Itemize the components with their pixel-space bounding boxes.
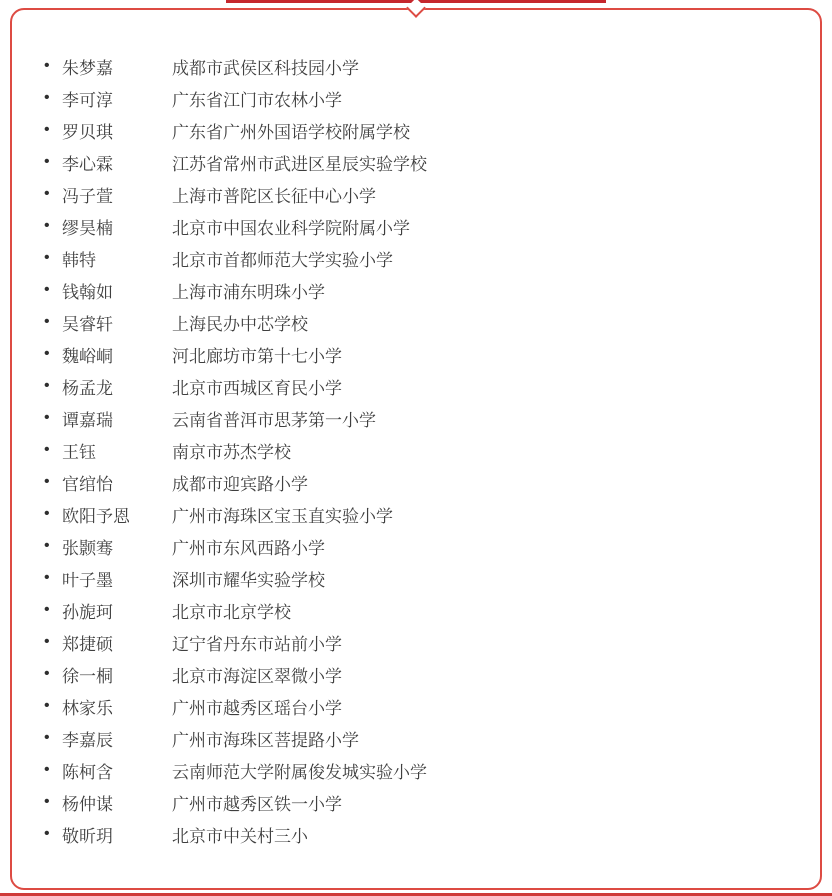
bullet-icon: • bbox=[44, 57, 50, 74]
list-item bbox=[44, 594, 800, 626]
list-item bbox=[44, 178, 800, 210]
bullet-icon: • bbox=[44, 569, 50, 586]
winner-name: 冯子萱 bbox=[62, 186, 113, 206]
list-item bbox=[44, 50, 800, 82]
list-item bbox=[44, 658, 800, 690]
bullet-icon: • bbox=[44, 761, 50, 778]
winner-name: 郑捷硕 bbox=[62, 634, 113, 654]
winner-name: 罗贝琪 bbox=[62, 122, 113, 142]
winner-name: 李可淳 bbox=[62, 90, 113, 110]
list-item bbox=[44, 306, 800, 338]
winner-name: 李心霖 bbox=[62, 154, 113, 174]
winner-school: 上海市普陀区长征中心小学 bbox=[172, 186, 376, 206]
bullet-icon: • bbox=[44, 665, 50, 682]
list-item bbox=[44, 466, 800, 498]
list-item bbox=[44, 434, 800, 466]
winner-school: 北京市西城区育民小学 bbox=[172, 378, 342, 398]
winner-school: 北京市中国农业科学院附属小学 bbox=[172, 218, 410, 238]
winner-school: 云南师范大学附属俊发城实验小学 bbox=[172, 762, 427, 782]
winner-school: 江苏省常州市武进区星辰实验学校 bbox=[172, 154, 427, 174]
bullet-icon: • bbox=[44, 825, 50, 842]
bullet-icon: • bbox=[44, 729, 50, 746]
list-item bbox=[44, 690, 800, 722]
winner-school: 广东省广州外国语学校附属学校 bbox=[172, 122, 410, 142]
winner-school: 南京市苏杰学校 bbox=[172, 442, 291, 462]
winner-name: 敬昕玥 bbox=[62, 826, 113, 846]
winner-name: 杨仲谋 bbox=[62, 794, 113, 814]
bullet-icon: • bbox=[44, 217, 50, 234]
bullet-icon: • bbox=[44, 121, 50, 138]
winners-box bbox=[10, 8, 822, 890]
winner-name: 孙旎珂 bbox=[62, 602, 113, 622]
bullet-icon: • bbox=[44, 505, 50, 522]
winner-name: 吴睿轩 bbox=[62, 314, 113, 334]
bullet-icon: • bbox=[44, 793, 50, 810]
winner-school: 北京市中关村三小 bbox=[172, 826, 308, 846]
list-item bbox=[44, 722, 800, 754]
winner-school: 北京市首都师范大学实验小学 bbox=[172, 250, 393, 270]
winner-school: 辽宁省丹东市站前小学 bbox=[172, 634, 342, 654]
bullet-icon: • bbox=[44, 249, 50, 266]
winner-school: 河北廊坊市第十七小学 bbox=[172, 346, 342, 366]
winner-name: 李嘉辰 bbox=[62, 730, 113, 750]
list-item bbox=[44, 626, 800, 658]
list-item bbox=[44, 402, 800, 434]
bullet-icon: • bbox=[44, 697, 50, 714]
winner-name: 魏峪峒 bbox=[62, 346, 113, 366]
winner-school: 北京市海淀区翠微小学 bbox=[172, 666, 342, 686]
winner-school: 云南省普洱市思茅第一小学 bbox=[172, 410, 376, 430]
winner-school: 深圳市耀华实验学校 bbox=[172, 570, 325, 590]
list-item bbox=[44, 274, 800, 306]
winner-school: 上海民办中芯学校 bbox=[172, 314, 308, 334]
list-item bbox=[44, 754, 800, 786]
list-item bbox=[44, 210, 800, 242]
winner-name: 陈柯含 bbox=[62, 762, 113, 782]
bullet-icon: • bbox=[44, 281, 50, 298]
bullet-icon: • bbox=[44, 601, 50, 618]
list-item bbox=[44, 146, 800, 178]
bullet-icon: • bbox=[44, 345, 50, 362]
winner-school: 上海市浦东明珠小学 bbox=[172, 282, 325, 302]
list-item bbox=[44, 370, 800, 402]
list-item bbox=[44, 242, 800, 274]
winner-name: 韩特 bbox=[62, 250, 96, 270]
winner-name: 钱翰如 bbox=[62, 282, 113, 302]
winner-name: 叶子墨 bbox=[62, 570, 113, 590]
bullet-icon: • bbox=[44, 441, 50, 458]
bullet-icon: • bbox=[44, 409, 50, 426]
winner-name: 官绾怡 bbox=[62, 474, 113, 494]
winner-school: 成都市迎宾路小学 bbox=[172, 474, 308, 494]
bullet-icon: • bbox=[44, 153, 50, 170]
winner-name: 王钰 bbox=[62, 442, 96, 462]
list-item bbox=[44, 818, 800, 850]
winner-school: 北京市北京学校 bbox=[172, 602, 291, 622]
winner-name: 欧阳予恩 bbox=[62, 506, 130, 526]
winner-name: 张颢骞 bbox=[62, 538, 113, 558]
winner-school: 广州市东风西路小学 bbox=[172, 538, 325, 558]
list-item bbox=[44, 498, 800, 530]
list-item bbox=[44, 82, 800, 114]
winner-name: 徐一桐 bbox=[62, 666, 113, 686]
list-item bbox=[44, 530, 800, 562]
bullet-icon: • bbox=[44, 313, 50, 330]
winner-list bbox=[12, 10, 820, 850]
bullet-icon: • bbox=[44, 633, 50, 650]
bullet-icon: • bbox=[44, 473, 50, 490]
bullet-icon: • bbox=[44, 185, 50, 202]
winner-school: 广州市越秀区瑶台小学 bbox=[172, 698, 342, 718]
winner-name: 缪昊楠 bbox=[62, 218, 113, 238]
winner-school: 成都市武侯区科技园小学 bbox=[172, 58, 359, 78]
list-item bbox=[44, 786, 800, 818]
winner-name: 杨孟龙 bbox=[62, 378, 113, 398]
winner-school: 广州市海珠区菩提路小学 bbox=[172, 730, 359, 750]
list-item bbox=[44, 338, 800, 370]
bullet-icon: • bbox=[44, 377, 50, 394]
winner-name: 朱梦嘉 bbox=[62, 58, 113, 78]
winner-name: 林家乐 bbox=[62, 698, 113, 718]
bullet-icon: • bbox=[44, 537, 50, 554]
winner-school: 广州市越秀区铁一小学 bbox=[172, 794, 342, 814]
winner-school: 广州市海珠区宝玉直实验小学 bbox=[172, 506, 393, 526]
list-item bbox=[44, 562, 800, 594]
list-item bbox=[44, 114, 800, 146]
bullet-icon: • bbox=[44, 89, 50, 106]
winner-name: 谭嘉瑞 bbox=[62, 410, 113, 430]
winner-school: 广东省江门市农林小学 bbox=[172, 90, 342, 110]
